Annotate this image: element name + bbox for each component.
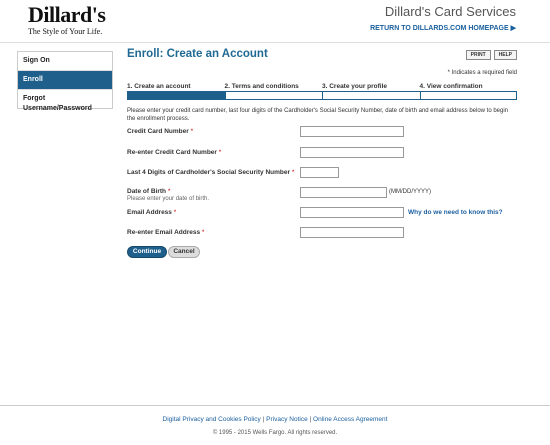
header: [0, 0, 550, 42]
return-link-label: RETURN TO DILLARDS.COM HOMEPAGE: [370, 25, 509, 32]
privacy-cookies-link[interactable]: Digital Privacy and Cookies Policy: [162, 416, 261, 423]
email-confirm-input[interactable]: [300, 227, 404, 238]
step-confirmation: [420, 83, 518, 100]
card-number-label: [127, 128, 193, 135]
sidebar-item-forgot-username-password[interactable]: Forgot Username/Password: [23, 95, 92, 112]
dob-label: [127, 188, 170, 195]
dillards-logo[interactable]: [28, 4, 105, 36]
sidebar-item-sign-on[interactable]: Sign On: [18, 52, 112, 71]
print-button[interactable]: PRINT: [466, 50, 491, 60]
label-text: Email Address: [127, 209, 172, 216]
required-marker: *: [201, 229, 205, 236]
step-label: 1. Create an account: [127, 83, 191, 90]
card-number-confirm-label: [127, 149, 221, 156]
privacy-notice-link[interactable]: Privacy Notice: [266, 416, 308, 423]
card-number-confirm-input[interactable]: [300, 147, 404, 158]
label-text: Last 4 Digits of Cardholder's Social Security Number: [127, 169, 291, 176]
instructions-text: Please enter your credit card number, last four digits of the Cardholder's Social Security Number, date of birth and email address below to begin the enrollment process.: [127, 108, 509, 122]
logo-name: Dillard's: [28, 2, 106, 27]
label-text: Re-enter Credit Card Number: [127, 149, 217, 156]
sidebar: [17, 51, 113, 112]
dob-format-hint: (MM/DD/YYYY): [389, 189, 431, 195]
return-homepage-link[interactable]: [370, 24, 516, 32]
label-text: Re-enter Email Address: [127, 229, 201, 236]
main-content: [127, 48, 517, 255]
label-text: Credit Card Number: [127, 128, 189, 135]
email-input[interactable]: [300, 207, 404, 218]
email-label: [127, 209, 176, 216]
separator: |: [309, 416, 312, 423]
arrow-right-icon: ▶: [510, 25, 516, 32]
footer-links: [0, 416, 550, 423]
required-marker: *: [218, 149, 222, 156]
step-bar: [225, 91, 323, 100]
logo-tagline: The Style of Your Life.: [28, 27, 103, 36]
site-title: Dillard's Card Services: [384, 4, 516, 19]
utility-buttons: [466, 50, 517, 60]
email-confirm-label: [127, 229, 204, 236]
step-bar: [420, 91, 518, 100]
separator: |: [262, 416, 265, 423]
label-text: Date of Birth: [127, 188, 166, 195]
header-divider: [0, 42, 550, 43]
required-marker: *: [291, 169, 295, 176]
why-email-link[interactable]: Why do we need to know this?: [408, 209, 503, 216]
step-terms: [225, 83, 323, 100]
step-label: 4. View confirmation: [419, 83, 483, 90]
ssn-last4-input[interactable]: [300, 167, 339, 178]
required-marker: *: [167, 188, 171, 195]
continue-button[interactable]: Continue: [127, 246, 167, 258]
step-label: 3. Create your profile: [322, 83, 388, 90]
step-profile: [322, 83, 420, 100]
card-number-input[interactable]: [300, 126, 404, 137]
footer-divider: [0, 405, 550, 406]
dob-input[interactable]: [300, 187, 387, 198]
sidebar-item-enroll[interactable]: Enroll: [18, 71, 112, 90]
required-marker: *: [173, 209, 177, 216]
help-button[interactable]: HELP: [494, 50, 517, 60]
step-create-account: [127, 83, 225, 100]
progress-steps: [127, 83, 517, 100]
cancel-button[interactable]: Cancel: [168, 246, 200, 258]
dob-sub-text: Please enter your date of birth.: [127, 196, 210, 202]
page-title: Enroll: Create an Account: [127, 48, 268, 60]
copyright: © 1995 - 2015 Wells Fargo. All rights reserved.: [212, 430, 338, 436]
ssn-last4-label: [127, 169, 294, 176]
online-access-agreement-link[interactable]: Online Access Agreement: [313, 416, 388, 423]
step-label: 2. Terms and conditions: [224, 83, 299, 90]
required-field-note: * Indicates a required field: [447, 70, 517, 76]
step-bar: [322, 91, 420, 100]
required-marker: *: [190, 128, 194, 135]
step-bar: [127, 91, 225, 100]
